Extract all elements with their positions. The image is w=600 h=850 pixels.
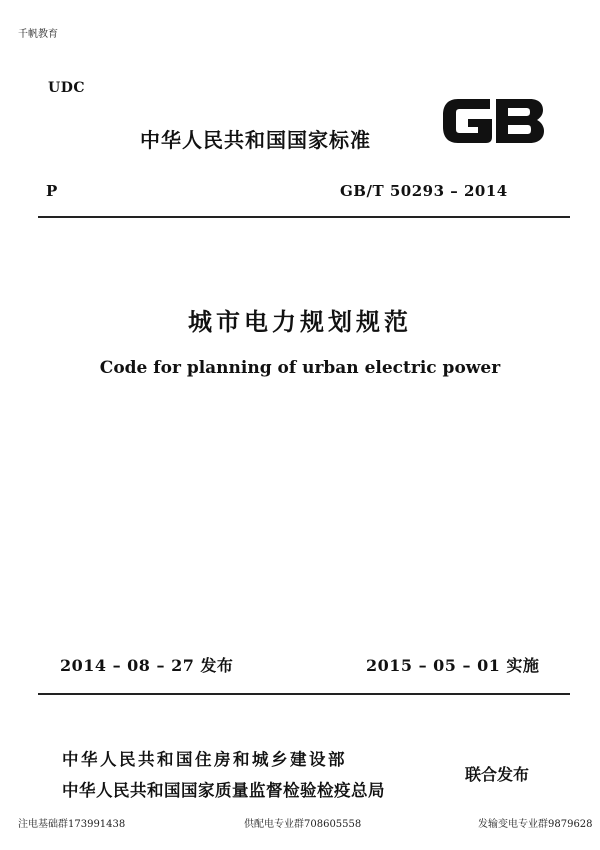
watermark-bottom-center: 供配电专业群708605558	[244, 819, 362, 830]
issue-date: 2014 – 08 – 27 发布	[60, 656, 234, 675]
standard-number: GB/T 50293 – 2014	[340, 182, 508, 200]
gb-logo	[440, 95, 546, 147]
issuer-quality-inspection: 中华人民共和国国家质量监督检验检疫总局	[62, 781, 385, 800]
gb-logo-g	[443, 99, 492, 143]
title-english: Code for planning of urban electric power	[99, 358, 501, 378]
watermark-top: 千帆教育	[18, 29, 58, 40]
issuer-ministry-housing: 中华人民共和国住房和城乡建设部	[62, 750, 347, 769]
bottom-divider	[38, 693, 570, 695]
udc-label: UDC	[48, 80, 85, 96]
gb-logo-b	[496, 99, 544, 143]
watermark-bottom-left: 注电基础群173991438	[18, 819, 126, 830]
standard-class-heading: 中华人民共和国国家标准	[140, 128, 371, 152]
watermark-bottom-right: 发输变电专业群9879628	[478, 819, 593, 830]
joint-release-label: 联合发布	[465, 765, 530, 784]
implementation-date: 2015 – 05 – 01 实施	[366, 656, 540, 675]
top-divider	[38, 216, 570, 218]
title-chinese: 城市电力规划规范	[188, 308, 412, 336]
category-letter: P	[46, 182, 58, 200]
